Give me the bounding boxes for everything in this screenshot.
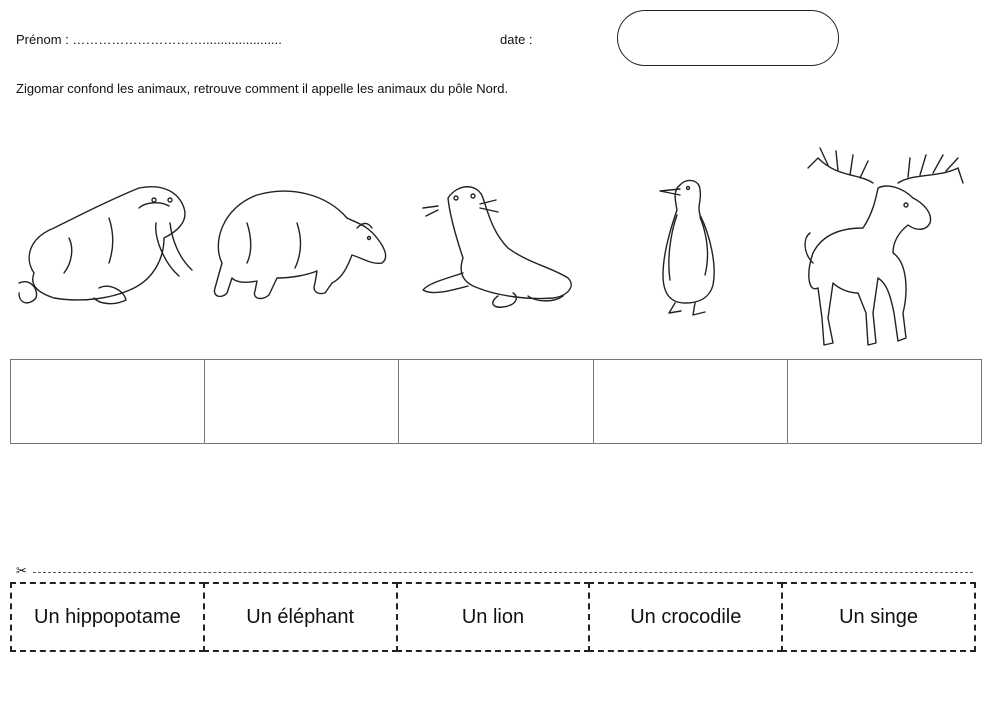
label-hippopotame[interactable]: Un hippopotame	[10, 582, 205, 652]
label-crocodile[interactable]: Un crocodile	[588, 582, 783, 652]
answer-box-2[interactable]	[205, 360, 399, 443]
walrus-icon	[14, 178, 199, 313]
answer-box-3[interactable]	[399, 360, 593, 443]
date-box[interactable]	[617, 10, 839, 66]
answer-table	[10, 359, 982, 444]
penguin-icon	[655, 175, 720, 320]
scissors-icon: ✂	[16, 563, 27, 578]
label-lion[interactable]: Un lion	[396, 582, 591, 652]
moose-icon	[798, 143, 968, 358]
name-line	[16, 32, 282, 47]
date-label: date :	[500, 32, 533, 47]
cut-labels	[12, 582, 976, 652]
cut-line	[33, 572, 973, 573]
polar-bear-icon	[207, 183, 392, 313]
instruction-text: Zigomar confond les animaux, retrouve comment il appelle les animaux du pôle Nord.	[16, 81, 509, 96]
answer-box-1[interactable]	[11, 360, 205, 443]
prenom-field[interactable]: …………………………......................	[72, 32, 282, 47]
seal-icon	[418, 178, 578, 313]
answer-box-4[interactable]	[594, 360, 788, 443]
label-elephant[interactable]: Un éléphant	[203, 582, 398, 652]
label-singe[interactable]: Un singe	[781, 582, 976, 652]
answer-box-5[interactable]	[788, 360, 981, 443]
prenom-label: Prénom :	[16, 32, 69, 47]
